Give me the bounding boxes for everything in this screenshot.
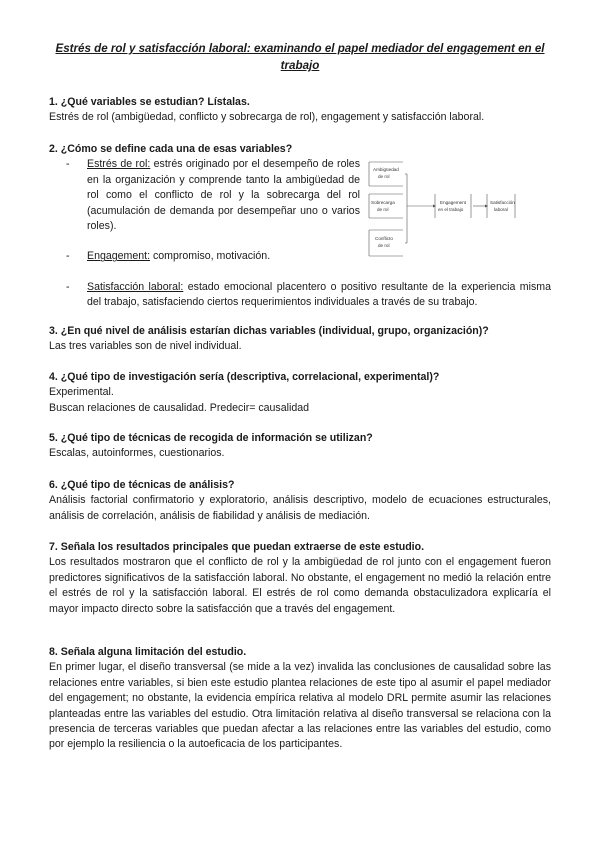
section-4 [49,370,551,416]
question-5: 5. ¿Qué tipo de técnicas de recogida de información se utilizan? [49,432,373,444]
section-1 [49,95,551,126]
definition-term: Engagement: [87,250,151,263]
definition-item-estres [49,157,360,234]
question-6: 6. ¿Qué tipo de técnicas de análisis? [49,479,235,491]
question-2: 2. ¿Cómo se define cada una de esas variables? [49,143,293,155]
answer-6: Análisis factorial confirmatorio y exploratorio, análisis descriptivo, modelo de ecuaciones estructurales, análisis de correlación, análisis de fiabilidad y análisis de mediación. [49,494,551,522]
mediation-diagram [367,160,517,260]
question-3: 3. ¿En qué nivel de análisis estarían dichas variables (individual, grupo, organización)? [49,325,489,337]
definition-term: Estrés de rol: [87,158,151,171]
bullet-dash: - [66,280,70,293]
bullet-dash: - [66,250,70,263]
question-1: 1. ¿Qué variables se estudian? Lístalas. [49,96,250,108]
question-7: 7. Señala los resultados principales que puedan extraerse de este estudio. [49,541,425,553]
diagram-label: en el trabajo [438,207,464,212]
diagram-label: de rol [378,174,390,179]
bullet-dash: - [66,158,70,171]
section-6 [49,478,551,524]
section-8 [49,645,551,753]
answer-5: Escalas, autoinformes, cuestionarios. [49,447,225,460]
answer-7: Los resultados mostraron que el conflicto de rol y la ambigüedad de rol junto con el engagement fueron predictores significativos de la satisfacción laboral. No obstante, el engagement no medió la relación entre el estrés de rol y la satisfacción laboral. El estrés de rol como demanda obstaculizadora explicaría el mayor impacto directo sobre la satisfacción que a través del engagement. [49,556,551,615]
mediation-diagram-svg [367,160,517,260]
answer-4a: Experimental. [49,386,114,399]
definition-text: estado emocional placentero o positivo resultante de la experiencia misma del trabajo, satisfaciendo ciertos requerimientos individuales a través de su trabajo. [87,280,552,309]
answer-4b: Buscan relaciones de causalidad. Predecir= causalidad [49,401,310,414]
diagram-label: laboral [494,207,508,212]
question-4: 4. ¿Qué tipo de investigación sería (descriptiva, correlacional, experimental)? [49,371,440,383]
answer-8: En primer lugar, el diseño transversal (se mide a la vez) invalida las conclusiones de causalidad sobre las relaciones entre variables, si bien este estudio plantea relaciones de este tipo al asumir el papel mediador del engagement; no obstante, la evidencia empírica relativa al modelo DRL permite asumir las relaciones planteadas entre las variables del estudio. Otra limitación relativa al diseño transversal se relaciona con la presencia de terceras variables que puedan afectar a las relaciones entre las variables del estudio, como por ejemplo la resiliencia o la autoeficacia de los participantes. [49,661,551,751]
diagram-label: de rol [378,243,390,248]
diagram-label: Ambigüedad [373,167,399,172]
diagram-label: de rol [377,207,389,212]
diagram-label: Satisfacción [490,200,515,205]
definition-item-engagement [49,249,360,264]
document-title: Estrés de rol y satisfacción laboral: examinando el papel mediador del engagement en el trabajo [55,42,545,72]
section-5 [49,431,551,462]
definition-text: compromiso, motivación. [150,250,271,263]
diagram-label: Engagement [440,200,467,205]
section-3 [49,324,551,355]
answer-3: Las tres variables son de nivel individual. [49,340,242,353]
definition-term: Satisfacción laboral: [87,280,184,293]
definition-item-satisfaccion [49,280,551,311]
definition-text: estrés originado por el desempeño de roles en la organización y comprende tanto la ambigüedad de rol como el conflicto de rol y la sobrecarga del rol (acumulación de demanda por desempeñar uno o varios roles). [87,158,360,233]
answer-1: Estrés de rol (ambigüedad, conflicto y sobrecarga de rol), engagement y satisfacción laboral. [49,111,485,124]
box-sobrecarga [369,194,403,218]
diagram-label: Sobrecarga [371,200,395,205]
section-7 [49,540,551,617]
diagram-label: Conflicto [375,236,393,241]
question-8: 8. Señala alguna limitación del estudio. [49,646,247,658]
